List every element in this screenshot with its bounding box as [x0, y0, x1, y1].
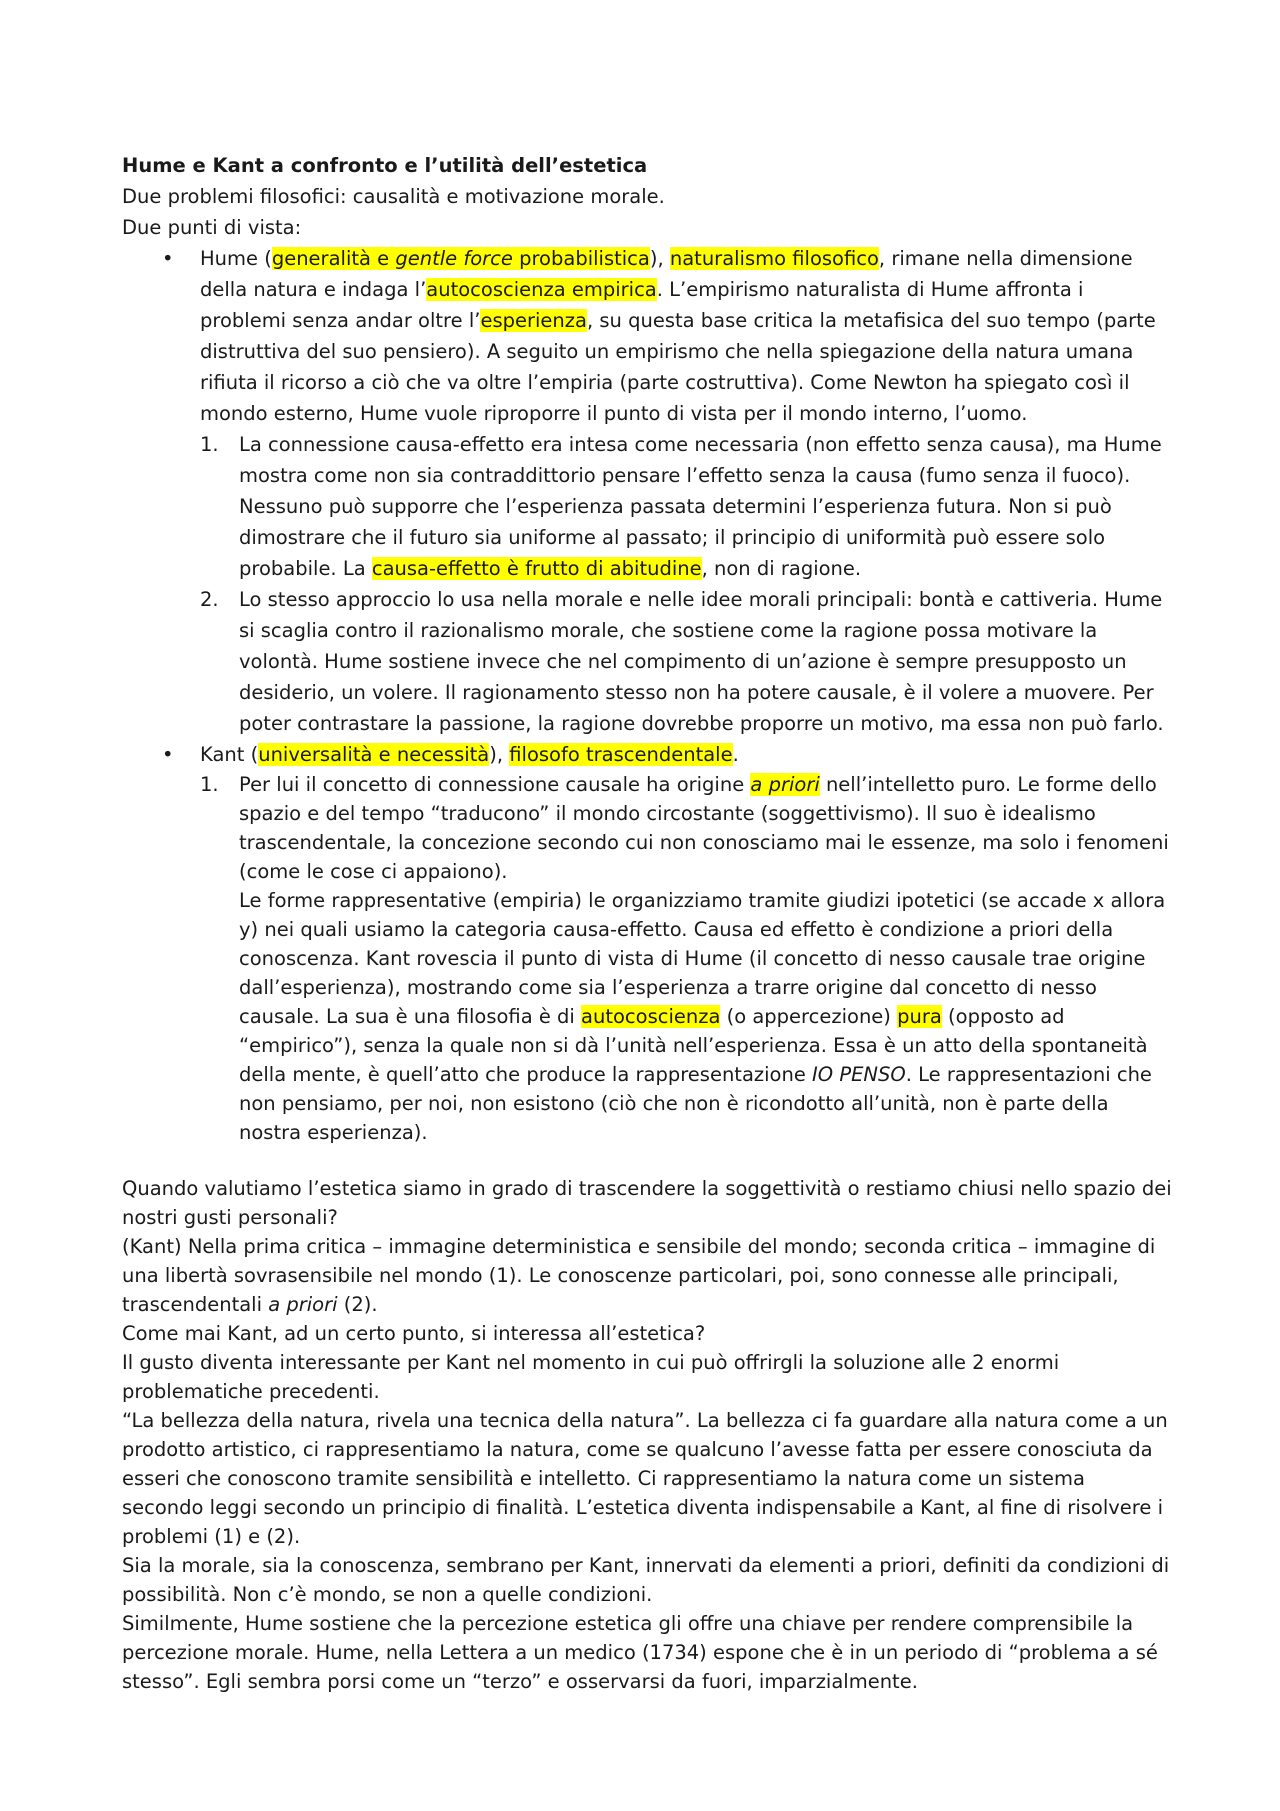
text-run: . Le rappresentazioni che non pensiamo, per noi, non esistono (ciò che non è ricondotto all’unità, non è parte della nostra esperienza).: [239, 1063, 1152, 1144]
highlight-abitudine: causa-effetto è frutto di abitudine: [371, 557, 702, 580]
text-run: (Kant) Nella prima critica – immagine deterministica e sensibile del mondo; seconda critica – immagine di una libertà sovrasensibile nel mondo (1). Le conoscenze particolari, poi, sono connesse alle principali, trascendentali: [122, 1235, 1156, 1316]
hume-item-1: [200, 429, 1172, 584]
intro-line-2: Due punti di vista:: [122, 216, 302, 239]
text-run: Hume (: [200, 247, 272, 270]
paragraph-morale-conoscenza: Sia la morale, sia la conoscenza, sembrano per Kant, innervati da elementi a priori, definiti da condizioni di possibilità. Non c’è mondo, se non a quelle condizioni.: [122, 1554, 1170, 1606]
question-2: Come mai Kant, ad un certo punto, si interessa all’estetica?: [122, 1322, 706, 1345]
viewpoints-list: [122, 243, 1172, 1147]
text-run: , su questa base critica la metafisica del suo tempo (parte distruttiva del suo pensiero). A seguito un empirismo che nella spiegazione della natura umana rifiuta il ricorso a ciò che va oltre l’empiria (parte costruttiva). Come Newton ha spiegato così il mondo esterno, Hume vuole riproporre il punto di vista per il mondo interno, l’uomo.: [200, 309, 1156, 425]
text-run: Lo stesso approccio lo usa nella morale e nelle idee morali principali: bontà e cattiveria. Hume si scaglia contro il razionalismo morale, che sostiene come la ragione possa motivare la volontà. Hume sostiene invece che nel compimento di un’azione è sempre presupposto un desiderio, un volere. Il ragionamento stesso non ha potere causale, è il volere a muovere. Per poter contrastare la passione, la ragione dovrebbe proporre un motivo, ma essa non può farlo.: [239, 588, 1164, 735]
italic-a-priori: a priori: [268, 1293, 338, 1316]
list-number: 2.: [200, 588, 219, 611]
document-page: [122, 150, 1172, 1696]
italic-run: gentle force: [395, 247, 513, 270]
text-run: generalità e: [271, 247, 396, 270]
hume-item-2: [200, 584, 1172, 739]
text-run: , rimane nella dimensione della natura e indaga l’: [200, 247, 1133, 301]
paragraph-gusto: Il gusto diventa interessante per Kant nel momento in cui può offrirgli la soluzione alle 2 enormi problematiche precedenti.: [122, 1351, 1060, 1403]
text-run: .: [732, 743, 739, 766]
intro-line-1: Due problemi filosofici: causalità e motivazione morale.: [122, 185, 665, 208]
highlight-generalita: [272, 247, 650, 270]
paragraph-kant-critiques: [122, 1232, 1172, 1319]
highlight-a-priori: a priori: [750, 773, 820, 796]
highlight-autocoscienza-empirica: autocoscienza empirica: [426, 278, 657, 301]
text-run: La connessione causa-effetto era intesa come necessaria (non effetto senza causa), ma Hume mostra come non sia contraddittorio pensare l’effetto senza la causa (fumo senza il fuoco). Nessuno può supporre che l’esperienza passata determini l’esperienza futura. Non si può dimostrare che il futuro sia uniforme al passato; il principio di uniformità può essere solo probabile. La: [239, 433, 1162, 580]
highlight-naturalismo: naturalismo filosofico: [669, 247, 879, 270]
text-run: (opposto ad “empirico”), senza la quale non si dà l’unità nell’esperienza. Essa è un atto della spontaneità della mente, è quell’atto che produce la rappresentazione: [239, 1005, 1148, 1086]
text-run: , non di ragione.: [701, 557, 862, 580]
question-1: Quando valutiamo l’estetica siamo in grado di trascendere la soggettività o restiamo chiusi nello spazio dei nostri gusti personali?: [122, 1177, 1172, 1229]
text-run: ),: [489, 743, 510, 766]
highlight-pura: pura: [897, 1005, 942, 1028]
text-run: Per lui il concetto di connessione causale ha origine: [239, 773, 751, 796]
highlight-esperienza: esperienza: [480, 309, 587, 332]
paragraph-spacer: [122, 1147, 1172, 1174]
document-title: Hume e Kant a confronto e l’utilità dell’estetica: [122, 154, 648, 177]
highlight-universalita: universalità e necessità: [258, 743, 490, 766]
text-run: Le forme rappresentative (empiria) le organizziamo tramite giudizi ipotetici (se accade x allora y) nei quali usiamo la categoria causa-effetto. Causa ed effetto è condizione a priori della conoscenza. Kant rovescia il punto di vista di Hume (il concetto di nesso causale trae origine dall’esperienza), mostrando come sia l’esperienza a trarre origine dal concetto di nesso causale. La sua è una filosofia è di: [239, 889, 1166, 1028]
highlight-autocoscienza: autocoscienza: [581, 1005, 721, 1028]
kant-bullet: [122, 739, 1172, 1147]
hume-bullet: [122, 243, 1172, 739]
kant-item-1: [200, 770, 1172, 1147]
highlight-filosofo-trascendentale: filosofo trascendentale: [509, 743, 733, 766]
hume-numbered-list: [200, 429, 1172, 739]
paragraph-bellezza: “La bellezza della natura, rivela una tecnica della natura”. La bellezza ci fa guardare alla natura come a un prodotto artistico, ci rappresentiamo la natura, come se qualcuno l’avesse fatta per essere conosciuta da esseri che conoscono tramite sensibilità e intelletto. Ci rappresentiamo la natura come un sistema secondo leggi secondo un principio di finalità. L’estetica diventa indispensabile a Kant, al fine di risolvere i problemi (1) e (2).: [122, 1409, 1168, 1548]
italic-io-penso: IO PENSO: [812, 1063, 906, 1086]
text-run: (o appercezione): [720, 1005, 898, 1028]
text-run: . L’empirismo naturalista di Hume affronta i problemi senza andar oltre l’: [200, 278, 1084, 332]
text-run: ),: [649, 247, 670, 270]
text-run: nell’intelletto puro. Le forme dello spazio e del tempo “traducono” il mondo circostante (soggettivismo). Il suo è idealismo trascendentale, la concezione secondo cui non conosciamo mai le essenze, ma solo i fenomeni (come le cose ci appaiono).: [239, 773, 1169, 883]
text-run: Kant (: [200, 743, 259, 766]
aesthetics-section: [122, 1174, 1172, 1696]
text-run: (2).: [337, 1293, 378, 1316]
kant-numbered-list: [200, 770, 1172, 1147]
list-number: 1.: [200, 773, 219, 796]
paragraph-hume-percezione: Similmente, Hume sostiene che la percezione estetica gli offre una chiave per rendere comprensibile la percezione morale. Hume, nella Lettera a un medico (1734) espone che è in un periodo di “problema a sé stesso”. Egli sembra porsi come un “terzo” e osservarsi da fuori, imparzialmente.: [122, 1612, 1158, 1693]
text-run: probabilistica: [512, 247, 650, 270]
list-number: 1.: [200, 433, 219, 456]
